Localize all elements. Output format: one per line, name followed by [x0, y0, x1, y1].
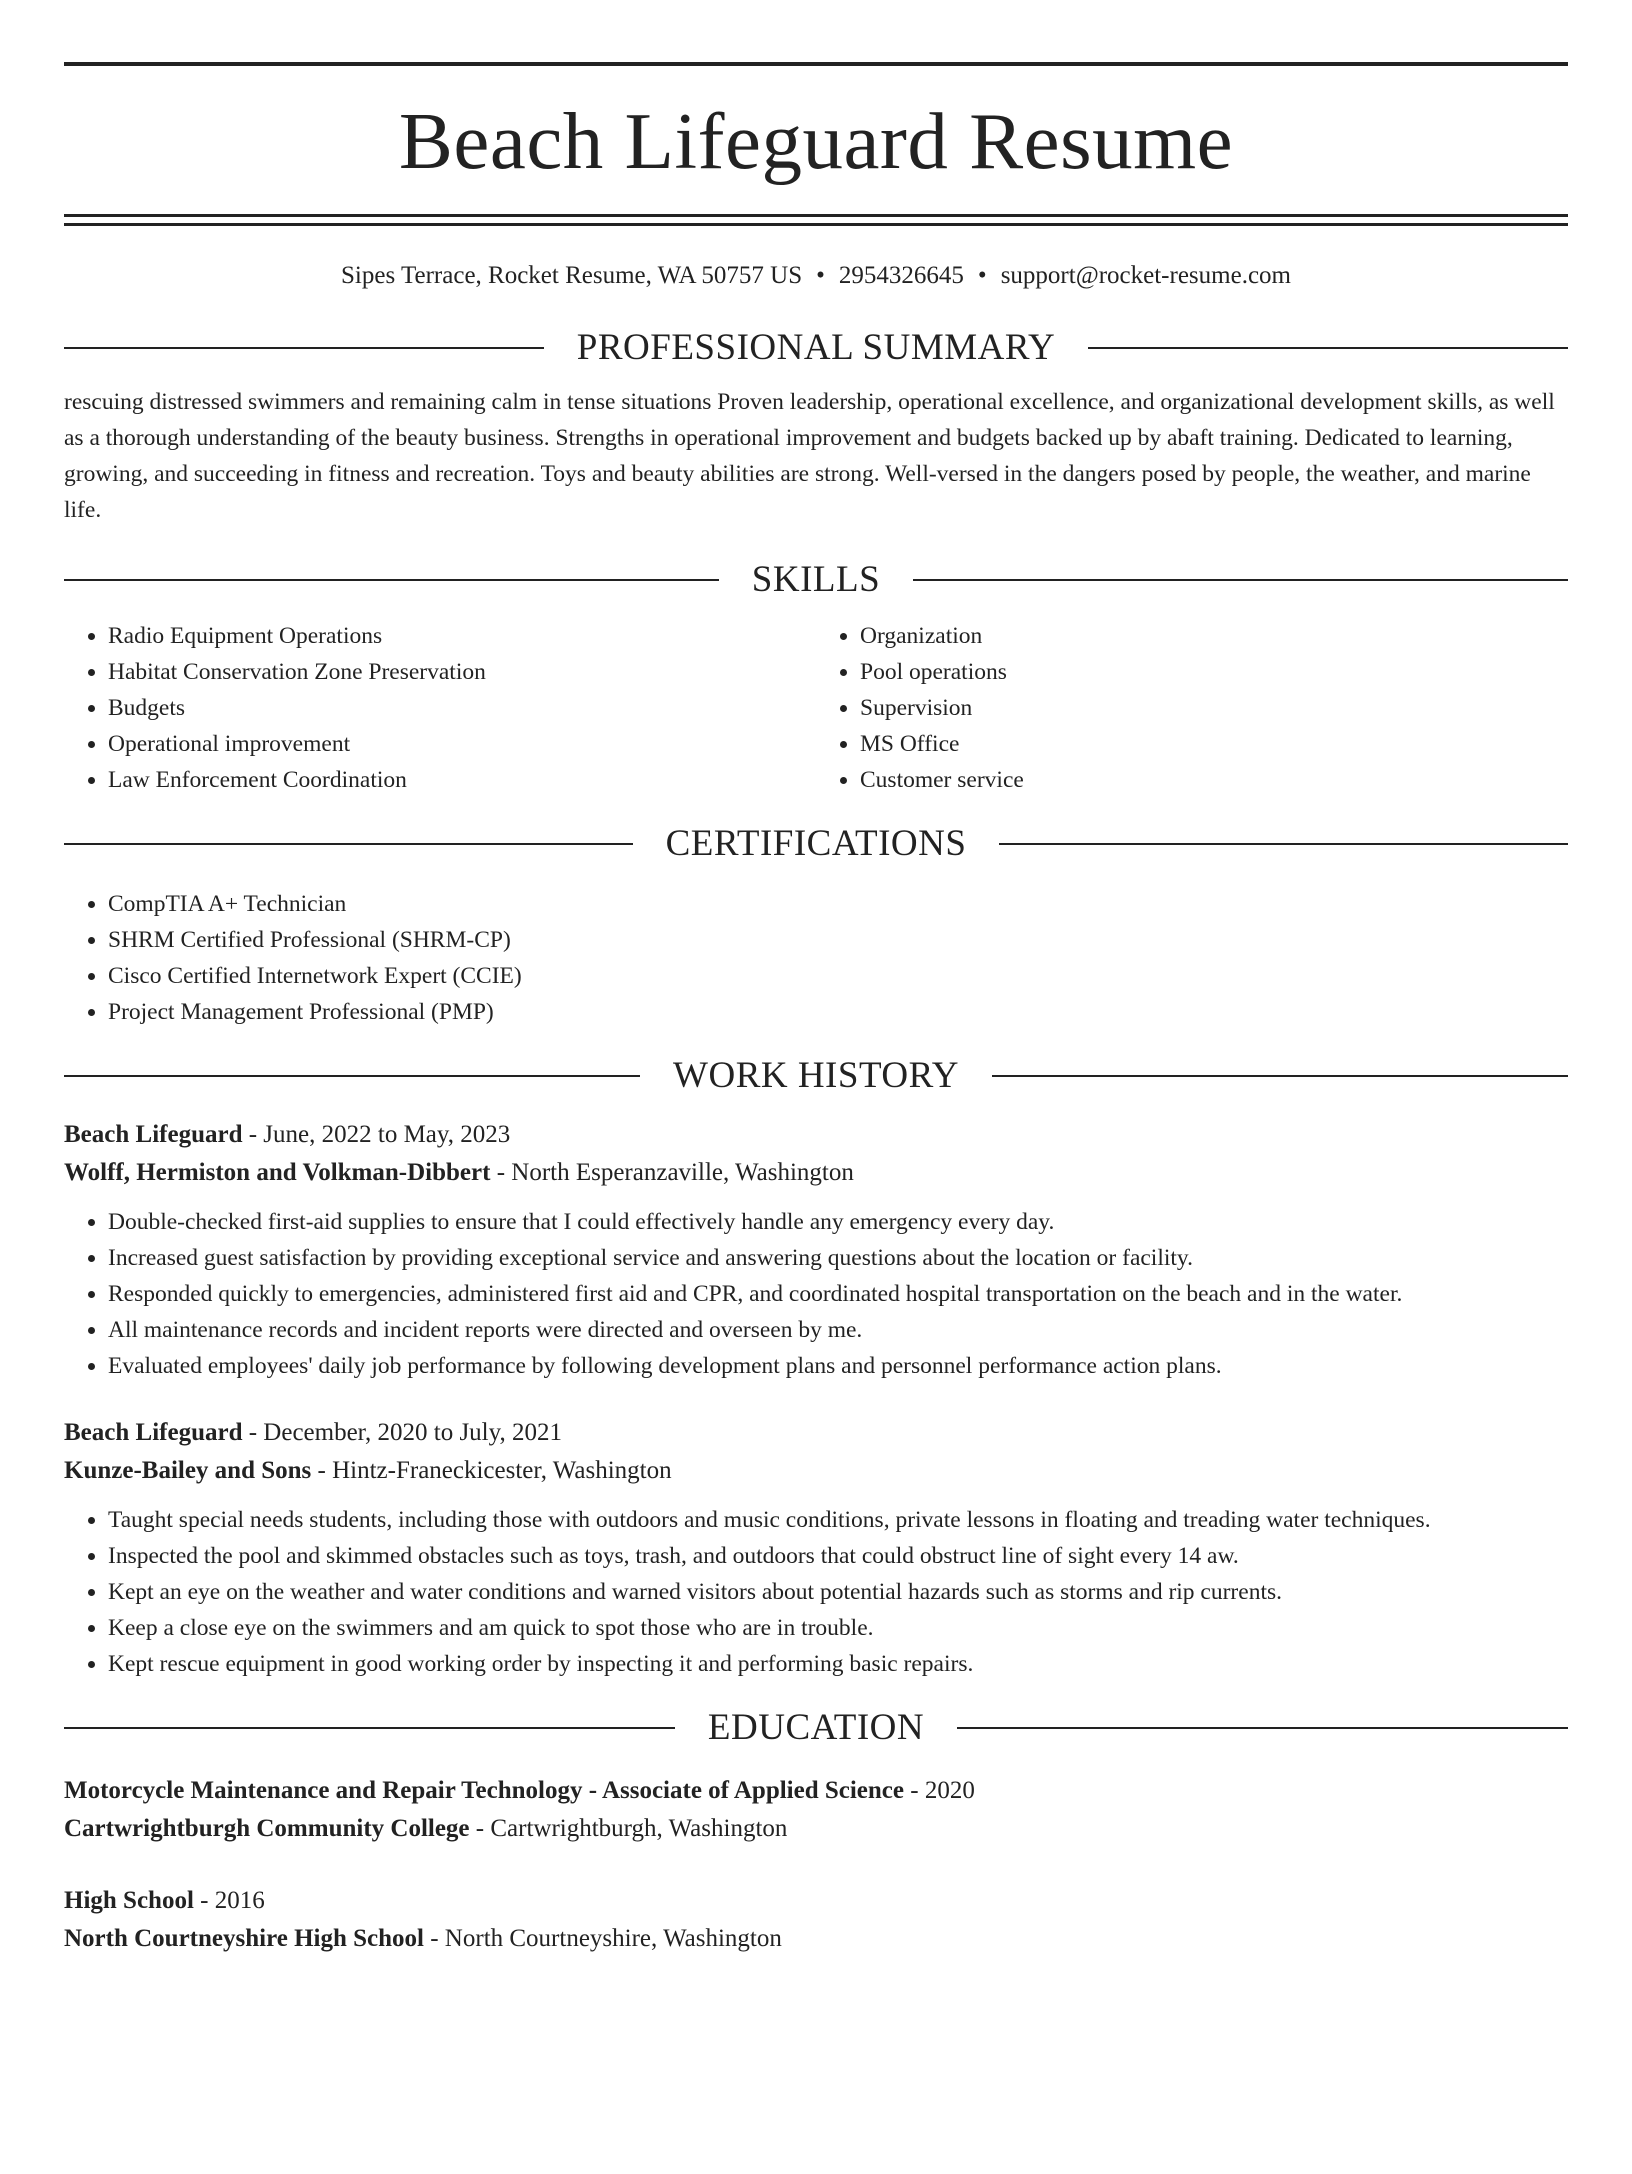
- section-header-skills: [64, 558, 1568, 602]
- job-duties-list: [64, 1204, 1568, 1384]
- job-duty: • Taught special needs students, including those with outdoors and music conditions, private lessons in floating and treading water techniques.: [108, 1502, 1568, 1538]
- job-duty: • Double-checked first-aid supplies to ensure that I could effectively handle any emergency every day.: [108, 1204, 1568, 1240]
- job-duty: • Inspected the pool and skimmed obstacles such as toys, trash, and outdoors that could obstruct line of sight every 14 aw.: [108, 1538, 1568, 1574]
- education-entry: [64, 1772, 1568, 1848]
- education-degree: High School: [64, 1887, 194, 1914]
- skill-item: • Customer service: [860, 762, 1568, 798]
- job-title-line: [64, 1414, 1568, 1452]
- contact-address: Sipes Terrace, Rocket Resume, WA 50757 US: [341, 262, 803, 289]
- summary-text: rescuing distressed swimmers and remaining calm in tense situations Proven leadership, operational excellence, and organizational development skills, as well as a thorough understanding of the beauty business. Strengths in operational improvement and budgets backed up by abaft training. Dedicated to learning, growing, and succeeding in fitness and recreation. Toys and beauty abilities are strong. Well-versed in the dangers posed by people, the weather, and marine life.: [64, 389, 1555, 523]
- education-year: - 2016: [193, 1887, 265, 1914]
- education-school: North Courtneyshire High School: [64, 1925, 424, 1952]
- job-entry: [64, 1414, 1568, 1682]
- skill-item: • Law Enforcement Coordination: [108, 762, 816, 798]
- job-company: Wolff, Hermiston and Volkman-Dibbert: [64, 1159, 491, 1186]
- section-header-summary: [64, 326, 1568, 370]
- certification-item: • Project Management Professional (PMP): [108, 994, 1568, 1030]
- education-year: - 2020: [904, 1777, 975, 1804]
- skills-list: [64, 618, 1568, 798]
- education-entry: [64, 1882, 1568, 1958]
- education-degree-line: [64, 1882, 1568, 1920]
- section-header-certifications: [64, 822, 1568, 866]
- divider-line: [64, 347, 544, 349]
- divider-line: [64, 843, 633, 845]
- contact-separator: •: [816, 262, 825, 289]
- job-company-line: [64, 1452, 1568, 1490]
- certification-item: • Cisco Certified Internetwork Expert (CCIE): [108, 958, 1568, 994]
- job-duty: • Kept rescue equipment in good working order by inspecting it and performing basic repairs.: [108, 1646, 1568, 1682]
- contact-separator: •: [977, 262, 987, 289]
- job-title-line: [64, 1116, 1568, 1154]
- certifications-list: [64, 886, 1568, 1030]
- divider-line: [913, 579, 1568, 581]
- divider-line: [64, 1075, 640, 1077]
- divider-line: [992, 1075, 1568, 1077]
- divider-line: [64, 579, 719, 581]
- contact-email[interactable]: support@rocket-resume.com: [1000, 262, 1291, 289]
- job-duty: • Evaluated employees' daily job performance by following development plans and personnel performance action plans.: [108, 1348, 1568, 1384]
- skill-item: • Radio Equipment Operations: [108, 618, 816, 654]
- title-double-rule: [64, 214, 1568, 226]
- divider-line: [1088, 347, 1568, 349]
- job-location: - Hintz-Franeckicester, Washington: [311, 1457, 672, 1484]
- job-dates: - June, 2022 to May, 2023: [242, 1121, 511, 1148]
- job-company: Kunze-Bailey and Sons: [64, 1457, 312, 1484]
- divider-line: [999, 843, 1568, 845]
- education-school-line: [64, 1810, 1568, 1848]
- education-degree-line: [64, 1772, 1568, 1810]
- skill-item: • Budgets: [108, 690, 816, 726]
- education-location: - North Courtneyshire, Washington: [423, 1925, 782, 1952]
- skill-item: • Habitat Conservation Zone Preservation: [108, 654, 816, 690]
- job-company-line: [64, 1154, 1568, 1192]
- section-title-summary: PROFESSIONAL SUMMARY: [576, 327, 1056, 368]
- skills-column-left: [64, 618, 816, 798]
- job-duty: • Responded quickly to emergencies, administered first aid and CPR, and coordinated hospital transportation on the beach and in the water.: [108, 1276, 1568, 1312]
- divider-line: [64, 1727, 675, 1729]
- education-school-line: [64, 1920, 1568, 1958]
- section-header-work-history: [64, 1054, 1568, 1098]
- education-school: Cartwrightburgh Community College: [64, 1815, 470, 1842]
- skill-item: • Operational improvement: [108, 726, 816, 762]
- job-title: Beach Lifeguard: [64, 1121, 243, 1148]
- skill-item: • Pool operations: [860, 654, 1568, 690]
- job-duty: • All maintenance records and incident reports were directed and overseen by me.: [108, 1312, 1568, 1348]
- certification-item: • CompTIA A+ Technician: [108, 886, 1568, 922]
- job-duty: • Increased guest satisfaction by providing exceptional service and answering questions about the location or facility.: [108, 1240, 1568, 1276]
- job-entry: [64, 1116, 1568, 1384]
- resume-title: Beach Lifeguard Resume: [398, 96, 1234, 186]
- contact-phone: 2954326645: [838, 262, 964, 289]
- top-rule: [64, 62, 1568, 66]
- contact-line: [64, 260, 1568, 292]
- education-degree: Motorcycle Maintenance and Repair Technology - Associate of Applied Science: [64, 1777, 905, 1804]
- job-duty: • Kept an eye on the weather and water conditions and warned visitors about potential hazards such as storms and rip currents.: [108, 1574, 1568, 1610]
- certification-item: • SHRM Certified Professional (SHRM-CP): [108, 922, 1568, 958]
- resume-page: [0, 62, 1632, 2174]
- section-title-education: EDUCATION: [707, 1707, 925, 1748]
- job-location: - North Esperanzaville, Washington: [490, 1159, 854, 1186]
- job-title: Beach Lifeguard: [64, 1419, 243, 1446]
- job-duties-list: [64, 1502, 1568, 1682]
- section-title-skills: SKILLS: [751, 559, 881, 600]
- divider-line: [957, 1727, 1568, 1729]
- education-location: - Cartwrightburgh, Washington: [469, 1815, 788, 1842]
- job-dates: - December, 2020 to July, 2021: [242, 1419, 562, 1446]
- skill-item: • MS Office: [860, 726, 1568, 762]
- section-title-work-history: WORK HISTORY: [673, 1055, 959, 1096]
- section-header-education: [64, 1706, 1568, 1750]
- skill-item: • Organization: [860, 618, 1568, 654]
- skills-column-right: [816, 618, 1568, 798]
- job-duty: • Keep a close eye on the swimmers and am quick to spot those who are in trouble.: [108, 1610, 1568, 1646]
- skill-item: • Supervision: [860, 690, 1568, 726]
- section-title-certifications: CERTIFICATIONS: [665, 823, 967, 864]
